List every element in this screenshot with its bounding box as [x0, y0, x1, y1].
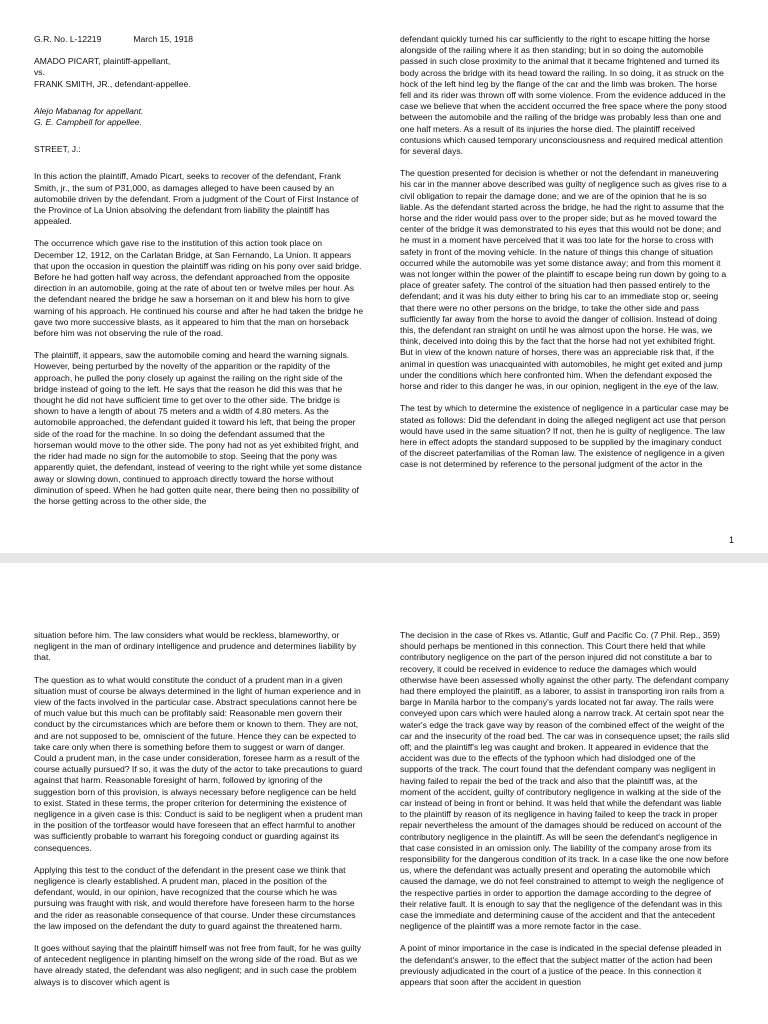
paragraph: The question as to what would constitute the conduct of a prudent man in a given situation must of course be always determined in the light of human experience and in view of the facts involved in the particular case. Abstract speculations cannot here be of much value but this much can be profitably said: Reasonable men govern their conduct by the circumstances which are before them or known to them. They are not, and are not supposed to be, omniscient of the future. Hence they can be expected to take care only when there is something before them to suggest or warn of danger. Could a prudent man, in the case under consideration, foresee harm as a result of the course actually pursued? If so, it was the duty of the actor to take precautions to guard against that harm. Reasonable foresight of harm, followed by ignoring of the suggestion born of this provision, is always necessary before negligence can be held to exist. Stated in these terms, the proper criterion for determining the existence of negligence in a given case is this: Conduct is said to be negligent when a prudent man in the position of the tortfeasor would have foreseen that an effect harmful to another was sufficiently probable to warrant his foregoing conduct or guarding against its consequences.	[34, 674, 363, 853]
page-number: 1	[728, 535, 734, 545]
case-date: March 15, 1918	[133, 34, 194, 44]
page-1-left-column	[34, 34, 364, 518]
paragraph: A point of minor importance in the case is indicated in the special defense pleaded in the defendant's answer, to the effect that the subject matter of the action had been previously adjudicated in the court of a justice of the peace. In this connection it appears that soon after the accident in question	[400, 943, 722, 988]
case-parties	[34, 56, 364, 90]
paragraph: The decision in the case of Rkes vs. Atlantic, Gulf and Pacific Co. (7 Phil. Rep., 359) should perhaps be mentioned in this connection. This Court there held that while contributory negligence on the part of the person injured did not constitute a bar to recovery, it could be received in evidence to reduce the damages which would otherwise have been assessed wholly against the other party. The defendant company had there employed the plaintiff, as a laborer, to assist in transporting iron rails from a barge in Manila harbor to the company's yards located not far away. The rails were conveyed upon cars which were hauled along a narrow track. At certain spot near the water's edge the track gave way by reason of the combined effect of the weight of the car and the insecurity of the road bed. The car was in consequence upset; the rails slid off; and the plaintiff's leg was caught and broken. It appeared in evidence that the accident was due to the effects of the typhoon which had dislodged one of the supports of the track. The court found that the defendant company was negligent in having failed to repair the bed of the track and also that the plaintiff was, at the moment of the accident, guilty of contributory negligence in walking at the side of the car instead of being in front or behind. It was held that while the defendant was liable to the plaintiff by reason of its negligence in having failed to keep the track in proper repair nevertheless the amount of the damages should be reduced on account of the contributory negligence in the plaintiff. As will be seen the defendant's negligence in that case consisted in an omission only. The liability of the company arose from its responsibility for the dangerous condition of its track. In a case like the one now before us, where the defendant was actually present and operating the automobile which caused the damage, we do not feel constrained to attempt to weigh the negligence of the respective parties in order to apportion the damage according to the degree of their relative fault. It is enough to say that the negligence of the defendant was in this case the immediate and determining cause of the accident and that the antecedent negligence of the plaintiff was a more remote factor in the case.	[400, 630, 730, 932]
counsel-appellee: G. E. Campbell for appellee.	[34, 117, 142, 128]
justice: STREET, J.:	[34, 144, 81, 155]
paragraph: The test by which to determine the existence of negligence in a particular case may be stated as follows: Did the defendant in doing the alleged negligent act use that person would have used in the same situation? If not, then he is guilty of negligence. The law here in effect adopts the standard supposed to be supplied by the imaginary conduct of the discreet paterfamilias of the Roman law. The existence of negligence in a given case is not determined by reference to the personal judgment of the actor in the	[400, 403, 729, 470]
paragraph: situation before him. The law considers what would be reckless, blameworthy, or negligent in the man of ordinary intelligence and prudence and determines liability by that.	[34, 630, 356, 663]
paragraph: The occurrence which gave rise to the institution of this action took place on December 12, 1912, on the Carlatan Bridge, at San Fernando, La Union. It appears that upon the occasion in question the plaintiff was riding on his pony over said bridge. Before he had gotten half way across, the defendant approached from the opposite direction in an automobile, going at the rate of about ten or twelve miles per hour. As the defendant neared the bridge he saw a horseman on it and blew his horn to give warning of his approach. He continued his course and after he had taken the bridge he gave two more successive blasts, as it appeared to him that the man on horseback before him was not observing the rule of the road.	[34, 238, 364, 339]
defendant-name: FRANK SMITH, JR., defendant-appellee.	[34, 78, 191, 89]
paragraph: defendant quickly turned his car sufficiently to the right to escape hitting the horse alongside of the railing where it as then standing; but in so doing the automobile passed in such close proximity to the animal that it became frightened and turned its body across the bridge with its head toward the railing. In so doing, it as struck on the hock of the left hind leg by the flange of the car and the limb was broken. The horse fell and its rider was thrown off with some violence. From the evidence adduced in the case we believe that when the accident occurred the free space where the pony stood between the automobile and the railing of the bridge was probably less than one and one half meters. As a result of its injuries the horse died. The plaintiff received contusions which caused temporary unconsciousness and required medical attention for several days.	[400, 34, 727, 157]
paragraph: It goes without saying that the plaintiff himself was not free from fault, for he was guilty of antecedent negligence in planting himself on the wrong side of the road. But as we have already stated, the defendant was also negligent; and in such case the problem always is to discover which agent is	[34, 943, 362, 987]
plaintiff-name: AMADO PICART, plaintiff-appellant,	[34, 56, 171, 67]
case-header	[34, 34, 364, 45]
page-1-right-column	[400, 34, 730, 482]
page-2-right-column	[400, 630, 730, 999]
versus: vs.	[34, 67, 45, 78]
paragraph: Applying this test to the conduct of the defendant in the present case we think that negligence is clearly established. A prudent man, placed in the position of the defendant, would, in our opinion, have recognized that the course which he was pursuing was fraught with risk, and would therefore have foreseen harm to the horse and the rider as reasonable consequence of that course. Under these circumstances the law imposed on the defendant the duty to guard against the threatened harm.	[34, 864, 356, 931]
page-2-left-column	[34, 630, 364, 999]
counsel	[34, 106, 364, 128]
paragraph: In this action the plaintiff, Amado Picart, seeks to recover of the defendant, Frank Smith, jr., the sum of P31,000, as damages alleged to have been caused by an automobile driven by the defendant. From a judgment of the Court of First Instance of the Province of La Union absolving the defendant from liability the plaintiff has appealed.	[34, 171, 359, 227]
paragraph: The plaintiff, it appears, saw the automobile coming and heard the warning signals. However, being perturbed by the novelty of the apparition or the rapidity of the approach, he pulled the pony closely up against the railing on the right side of the bridge instead of going to the left. He says that the reason he did this was that he thought he did not have sufficient time to get over to the other side. The bridge is shown to have a length of about 75 meters and a width of 4.80 meters. As the automobile approached, the defendant guided it toward his left, that being the proper side of the road for the machine. In so doing the defendant assumed that the horseman would move to the other side. The pony had not as yet exhibited fright, and the rider had made no sign for the automobile to stop. Seeing that the pony was apparently quiet, the defendant, instead of veering to the right while yet some distance away or slowing down, continued to approach directly toward the horse without diminution of speed. When he had gotten quite near, there being then no possibility of the horse getting across to the other side, the	[34, 350, 362, 506]
counsel-appellant: Alejo Mabanag for appellant.	[34, 105, 144, 116]
case-number: G.R. No. L-12219	[34, 34, 102, 44]
paragraph: The question presented for decision is whether or not the defendant in maneuvering his car in the manner above described was guilty of negligence such as gives rise to a civil obligation to repair the damage done; and we are of the opinion that he is so liable. As the defendant started across the bridge, he had the right to assume that the horse and the rider would pass over to the proper side; but as he moved toward the center of the bridge it was demonstrated to his eyes that this would not be done; and he must in a moment have perceived that it was too late for the horse to cross with safety in front of the moving vehicle. In the nature of things this change of situation occurred while the automobile was yet some distance away; and from this moment it was not longer within the power of the plaintiff to escape being run down by going to a place of greater safety. The control of the situation had then passed entirely to the defendant; and it was his duty either to bring his car to an immediate stop or, seeing that there were no other persons on the bridge, to take the other side and pass sufficiently far away from the horse to avoid the danger of collision. Instead of doing this, the defendant ran straight on until he was almost upon the horse. He was, we think, deceived into doing this by the fact that the horse had not yet exhibited fright. But in view of the known nature of horses, there was an appreciable risk that, if the animal in question was unacquainted with automobiles, he might get exited and jump under the conditions which here confronted him. When the defendant exposed the horse and rider to this danger he was, in our opinion, negligent in the eye of the law.	[400, 168, 727, 392]
